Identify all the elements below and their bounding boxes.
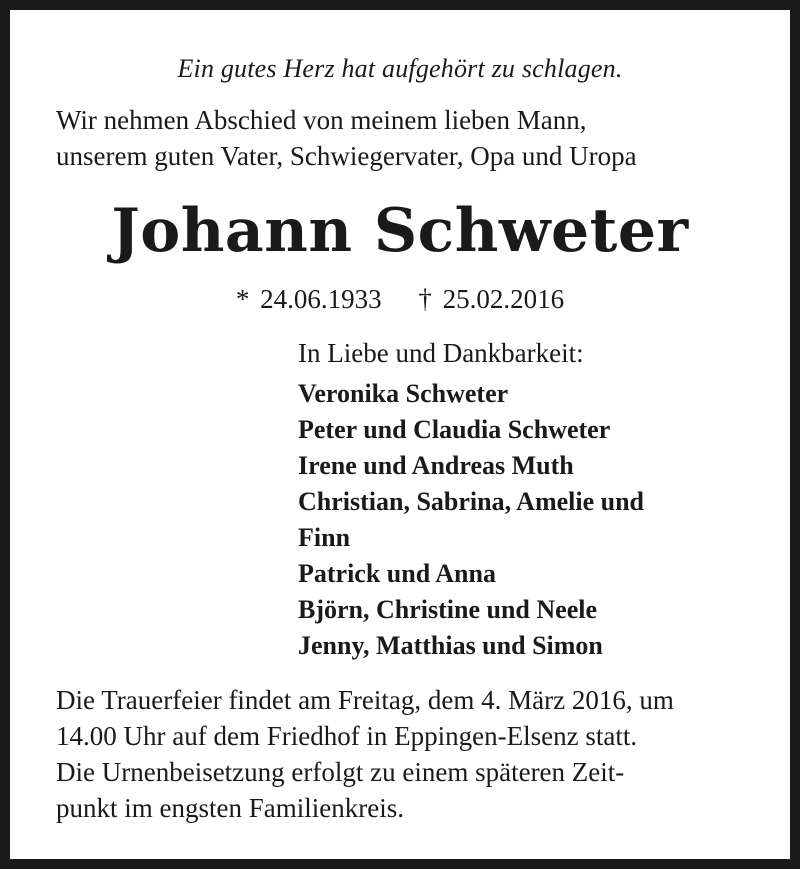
motto: Ein gutes Herz hat aufgehört zu schlagen.: [177, 54, 623, 83]
mourner-line: Irene und Andreas Muth: [298, 451, 574, 480]
service-line: punkt im engsten Familienkreis.: [56, 793, 404, 823]
deceased-name: Johann Schweter: [111, 196, 689, 266]
intro-line: unserem guten Vater, Schwiegervater, Opa und Uropa: [56, 141, 637, 171]
service-info: [56, 682, 776, 826]
mourner-line: Jenny, Matthias und Simon: [298, 631, 603, 660]
mourners-list: [298, 376, 768, 664]
death-date: † 25.02.2016: [418, 284, 565, 314]
mourner-line: Peter und Claudia Schweter: [298, 415, 611, 444]
mourner-line: Christian, Sabrina, Amelie und: [298, 487, 645, 516]
service-line: 14.00 Uhr auf dem Friedhof in Eppingen-Elsenz statt.: [56, 721, 638, 751]
intro-text: [56, 102, 756, 174]
mourner-line: Finn: [298, 523, 351, 552]
birth-date: * 24.06.1933: [235, 284, 382, 314]
service-line: Die Trauerfeier findet am Freitag, dem 4. März 2016, um: [56, 685, 674, 715]
life-dates: [10, 284, 790, 315]
intro-line: Wir nehmen Abschied von meinem lieben Mann,: [56, 105, 587, 135]
mourner-line: Björn, Christine und Neele: [298, 595, 597, 624]
service-line: Die Urnenbeisetzung erfolgt zu einem späteren Zeit-: [56, 757, 625, 787]
mourner-line: Veronika Schweter: [298, 379, 509, 408]
thanks-line: In Liebe und Dankbarkeit:: [298, 338, 584, 368]
mourner-line: Patrick und Anna: [298, 559, 496, 588]
